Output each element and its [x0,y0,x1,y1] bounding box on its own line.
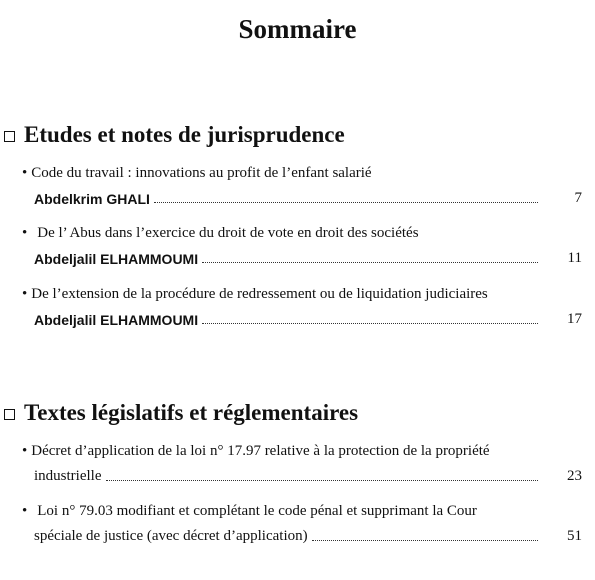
section-heading-jurisprudence [4,122,345,148]
section-heading-label: Etudes et notes de jurisprudence [24,122,345,147]
entry-page-number: 7 [574,190,582,206]
bullet-icon: • [22,286,28,302]
dot-leader [106,479,539,481]
entry-page-number: 11 [567,250,582,266]
toc-entry[interactable] [22,443,582,485]
entry-title: De l’ Abus dans l’exercice du droit de vote en droit des sociétés [37,225,419,241]
checkbox-square-icon [4,131,15,142]
section-heading-textes [4,400,358,426]
entry-page-number: 51 [567,528,582,544]
entry-author: Abdeljalil ELHAMMOUMI [34,251,199,267]
entry-author: Abdelkrim GHALI [34,191,150,207]
dot-leader [202,261,538,263]
entry-title-line1: Décret d’application de la loi n° 17.97 relative à la protection de la propriété [31,443,490,459]
toc-entry[interactable] [22,225,582,267]
dot-leader [202,322,538,324]
dot-leader [312,539,538,541]
dot-leader [154,201,538,203]
entry-title: De l’extension de la procédure de redressement ou de liquidation judiciaires [31,286,488,302]
entry-page-number: 23 [567,468,582,484]
entry-title-line2: spéciale de justice (avec décret d’application) [34,528,308,544]
entry-page-number: 17 [567,311,582,327]
entry-title-line2: industrielle [34,468,102,484]
entry-author: Abdeljalil ELHAMMOUMI [34,312,199,328]
section-heading-label: Textes législatifs et réglementaires [24,400,359,425]
toc-entry[interactable] [22,165,582,207]
checkbox-square-icon [4,409,15,420]
bullet-icon: • [22,503,28,519]
toc-entry[interactable] [22,286,582,328]
page-title: Sommaire [238,14,357,44]
entry-title-line1: Loi n° 79.03 modifiant et complétant le code pénal et supprimant la Cour [37,503,477,519]
bullet-icon: • [22,165,28,181]
bullet-icon: • [22,443,28,459]
toc-entry[interactable] [22,503,582,545]
entry-title: Code du travail : innovations au profit de l’enfant salarié [31,165,372,181]
bullet-icon: • [22,225,28,241]
